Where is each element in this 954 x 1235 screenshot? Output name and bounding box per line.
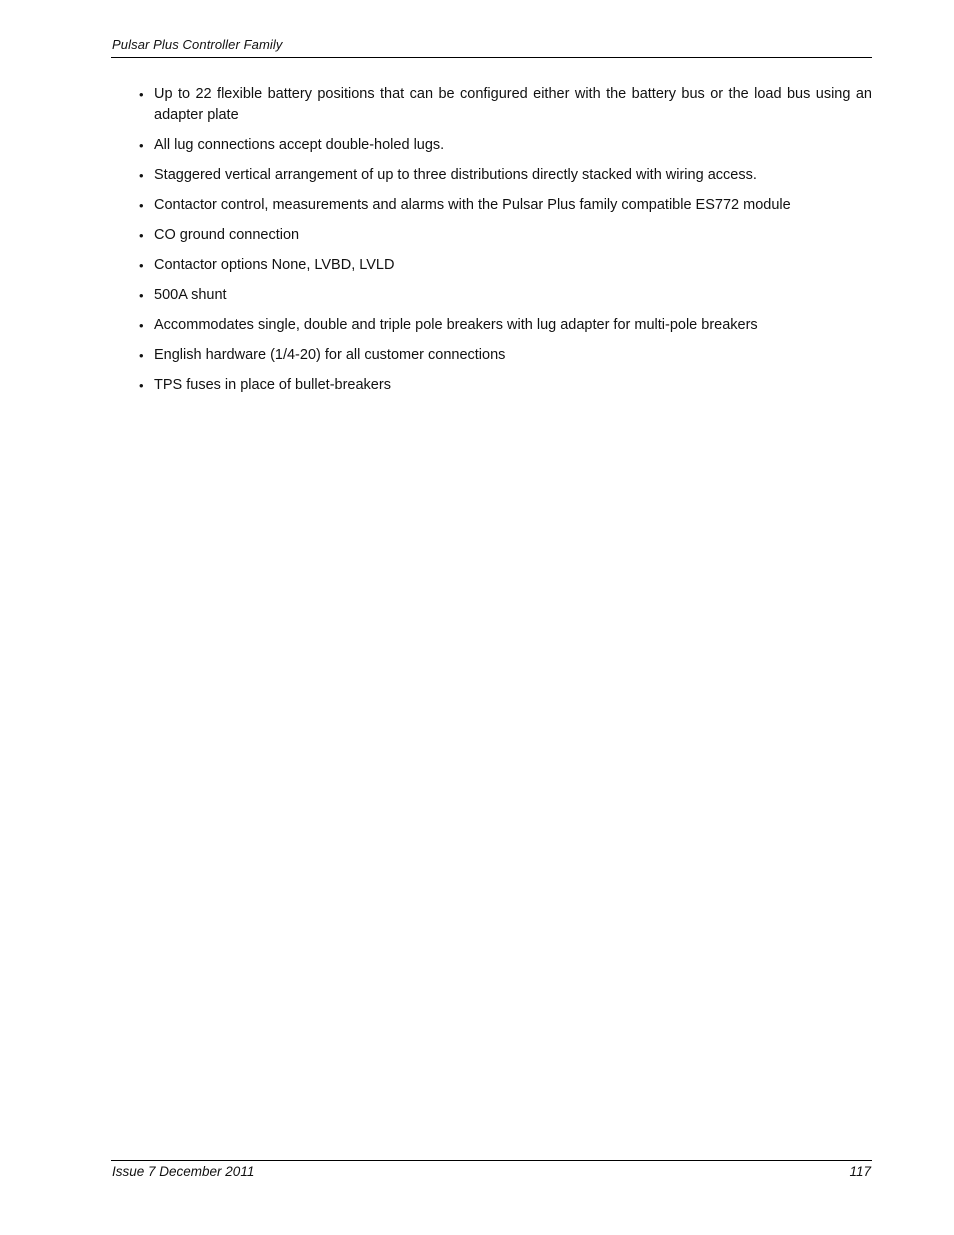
header-title: Pulsar Plus Controller Family bbox=[112, 37, 283, 52]
footer-issue-date: Issue 7 December 2011 bbox=[112, 1164, 255, 1179]
bullet-icon: • bbox=[139, 288, 144, 303]
list-item bbox=[138, 345, 872, 366]
list-item-text: 500A shunt bbox=[154, 287, 227, 303]
list-item-text: English hardware (1/4-20) for all customer connections bbox=[154, 347, 506, 363]
bullet-icon: • bbox=[139, 258, 144, 273]
list-item-text: Contactor control, measurements and alarms with the Pulsar Plus family compatible ES772 module bbox=[154, 197, 791, 213]
list-item bbox=[138, 315, 872, 336]
bullet-icon: • bbox=[139, 138, 144, 153]
page-footer bbox=[111, 1160, 872, 1185]
bullet-icon: • bbox=[139, 228, 144, 243]
list-item-text: CO ground connection bbox=[154, 227, 300, 243]
page-header bbox=[111, 36, 872, 58]
page-number: 117 bbox=[849, 1164, 871, 1179]
list-item bbox=[138, 165, 872, 186]
list-item-text: Up to 22 flexible battery positions that can be configured either with the battery bus or the load bus using an adapter plate bbox=[154, 86, 872, 123]
list-item-text: Contactor options None, LVBD, LVLD bbox=[154, 257, 395, 273]
list-item-text: All lug connections accept double-holed lugs. bbox=[154, 137, 445, 153]
bullet-icon: • bbox=[139, 198, 144, 213]
list-item-text: Staggered vertical arrangement of up to three distributions directly stacked with wiring access. bbox=[154, 167, 757, 183]
bullet-icon: • bbox=[139, 318, 144, 333]
list-item-text: TPS fuses in place of bullet-breakers bbox=[154, 377, 391, 393]
bullet-icon: • bbox=[139, 168, 144, 183]
bullet-icon: • bbox=[139, 378, 144, 393]
list-item bbox=[138, 84, 872, 126]
list-item bbox=[138, 225, 872, 246]
list-item bbox=[138, 195, 872, 216]
list-item bbox=[138, 255, 872, 276]
feature-list bbox=[138, 84, 872, 405]
list-item bbox=[138, 375, 872, 396]
bullet-icon: • bbox=[139, 348, 144, 363]
bullet-icon: • bbox=[139, 87, 144, 102]
list-item-text: Accommodates single, double and triple pole breakers with lug adapter for multi-pole breakers bbox=[154, 317, 758, 333]
list-item bbox=[138, 285, 872, 306]
list-item bbox=[138, 135, 872, 156]
